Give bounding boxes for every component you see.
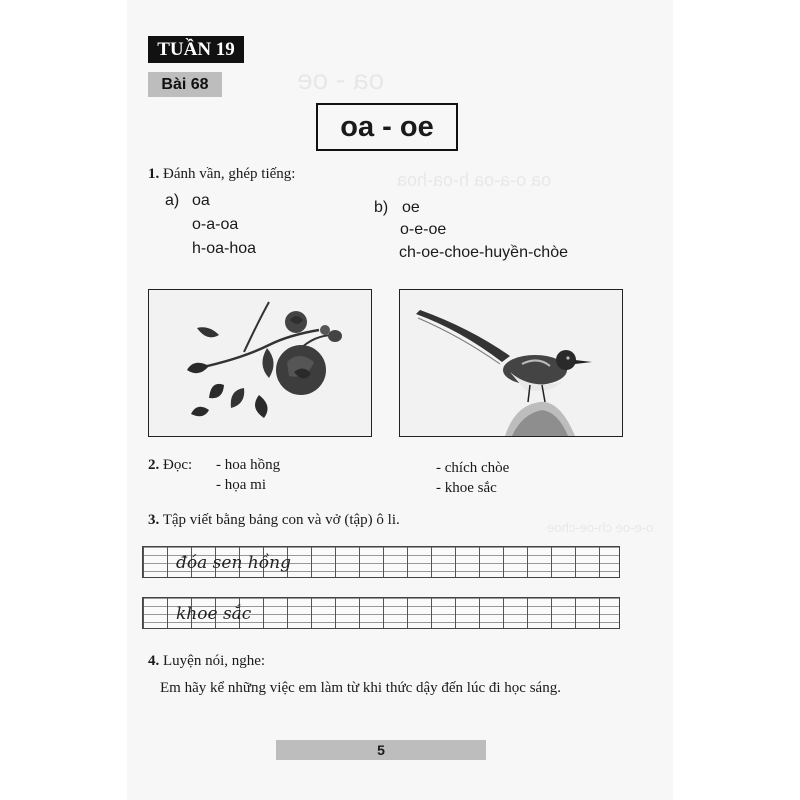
bleed-through: oa o-a-oa h-oa-hoa	[397, 170, 552, 190]
lesson-label: Bài 68	[148, 72, 222, 97]
part-b-label: b)	[374, 199, 389, 216]
read-word: - hoa hồng	[216, 457, 281, 473]
section-2-number: 2.	[148, 457, 160, 473]
part-b-line-2: o-e-oe	[400, 221, 447, 238]
part-a-label: a)	[165, 192, 180, 209]
rose-image	[148, 289, 372, 437]
section-2-heading	[148, 457, 192, 474]
section-4-heading	[148, 653, 265, 670]
page-number: 5	[276, 740, 486, 760]
section-2-text: Đọc:	[163, 457, 193, 473]
read-word: - khoe sắc	[436, 480, 497, 496]
section-3-number: 3.	[148, 512, 160, 528]
read-word: - chích chòe	[436, 460, 510, 476]
magpie-robin-illustration	[400, 290, 622, 436]
section-3-heading	[148, 512, 400, 529]
section-1-heading	[148, 166, 295, 183]
part-a-line-1: oa	[192, 192, 210, 209]
section-1-number: 1.	[148, 166, 160, 182]
handwriting-sample-1: đóa sen hồng	[176, 553, 291, 573]
bird-image	[399, 289, 623, 437]
part-b-line-3: ch-oe-choe-huyền-chòe	[399, 244, 568, 261]
lesson-title: oa - oe	[316, 103, 458, 151]
handwriting-sample-2: khoe sắc	[176, 604, 252, 624]
bleed-through: o-e-oe ch-oe-choe	[547, 520, 654, 535]
section-4-number: 4.	[148, 653, 160, 669]
week-label: TUẦN 19	[148, 36, 244, 63]
part-a-line-2: o-a-oa	[192, 216, 239, 233]
read-word: - họa mi	[216, 477, 266, 493]
bleed-through: oa - oe	[297, 64, 385, 95]
section-4-text: Luyện nói, nghe:	[163, 653, 266, 669]
section-1-text: Đánh vần, ghép tiếng:	[163, 166, 296, 182]
part-b-line-1: oe	[402, 199, 420, 216]
part-a-line-3: h-oa-hoa	[192, 240, 257, 257]
section-4-body: Em hãy kể những việc em làm từ khi thức dậy đến lúc đi học sáng.	[160, 680, 561, 696]
rose-illustration	[149, 290, 371, 436]
section-3-text: Tập viết bằng bảng con và vở (tập) ô li.	[162, 512, 400, 528]
